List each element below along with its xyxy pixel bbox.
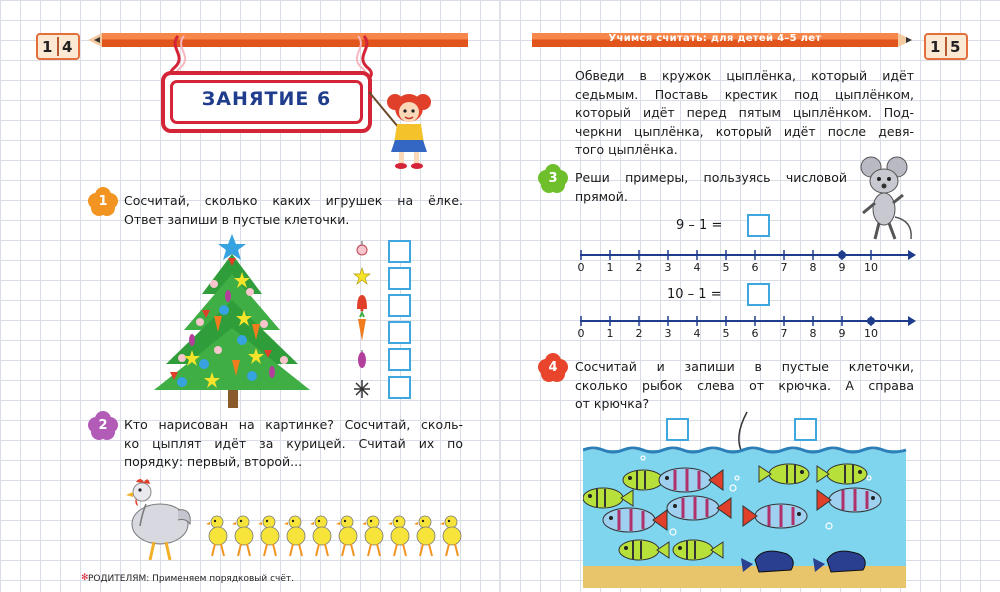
answer-box-stars[interactable] [388,267,411,290]
task-2-cont-line-4: черкни цыплёнка, который идёт после девя- [575,123,914,139]
number-line-start-point [867,317,875,325]
number-line-tick-label: 2 [635,327,643,339]
parents-footnote [81,573,295,584]
task-2-text [124,416,463,472]
ball-icon [357,241,367,255]
snowflake-icon [354,380,370,398]
right-page [500,0,1000,592]
chick-icon [411,512,437,562]
chick-icon [229,512,255,562]
task-4-line-1: Сосчитай и запиши в пустые клеточки, [575,359,914,374]
number-line-tick-label: 0 [577,261,585,273]
footnote-label: РОДИТЕЛЯМ: [88,574,150,584]
number-line-tick-label: 6 [751,261,759,273]
answer-box-carrots[interactable] [388,321,411,344]
number-line-tick-label: 5 [722,261,730,273]
task-4-text [575,358,914,414]
lesson-sign [161,71,372,133]
task-2-continuation-text [575,67,914,160]
left-page-number-digit-1: 1 [42,38,53,56]
chick-icon [281,512,307,562]
task-4-line-3: от крючка? [575,396,650,411]
right-page-number-badge [924,33,968,60]
chick-icon [255,512,281,562]
task-4-line-2: сколько рыбок слева от крючка. А справа [575,377,914,393]
answer-box-snowflakes[interactable] [388,376,411,399]
number-line-tick-label: 1 [606,261,614,273]
task-2-cont-line-5: того цыплёнка. [575,142,678,157]
aquarium-illustration [583,408,908,590]
answer-box-pinecones[interactable] [388,348,411,371]
number-line-tick-label: 10 [864,261,878,273]
answer-box-balls[interactable] [388,240,411,263]
task-4-badge [538,353,568,383]
task-2-line-2: ко цыплят идёт за курицей. Считай их по [124,435,463,451]
task-2-cont-line-3: который идёт перед пятым цыплёнком. Под- [575,105,914,120]
christmas-tree-illustration [152,232,312,410]
right-page-number-digit-2: 5 [950,38,961,56]
chick-icon [307,512,333,562]
number-line-tick-label: 4 [693,261,701,273]
task-2-cont-line-1: Обведи в кружок цыплёнка, который идёт [575,68,914,83]
task-3-line-1: Реши примеры, пользуясь числовой [575,170,847,185]
example-1-answer-box[interactable] [747,214,770,237]
task-1-line-1: Сосчитай, сколько каких игрушек на ёлке. [124,193,463,208]
number-line-tick-label: 2 [635,261,643,273]
number-line-1 [572,245,917,273]
chick-icon [333,512,359,562]
number-line-tick-label: 7 [780,327,788,339]
number-line-tick-label: 7 [780,261,788,273]
number-line-tick-label: 1 [606,327,614,339]
task-4-number: 4 [548,360,558,375]
number-line-tick-label: 0 [577,327,585,339]
task-3-badge [538,164,568,194]
number-line-tick-label: 5 [722,327,730,339]
task-2-line-1: Кто нарисован на картинке? Сосчитай, сколь- [124,417,463,432]
ornament-legend [351,239,373,405]
footnote-asterisk-icon: ✻ [81,573,89,583]
task-1-badge [88,187,118,217]
example-2-answer-box[interactable] [747,283,770,306]
hen-illustration [118,474,194,566]
task-3-text [575,169,847,206]
number-line-2 [572,311,917,339]
task-2-number: 2 [98,418,108,433]
lesson-title: ЗАНЯТИЕ 6 [201,88,332,110]
mouse-illustration [857,155,917,245]
example-2-expression: 10 – 1 = [667,287,722,302]
left-page-number-badge [36,33,80,60]
number-line-tick-label: 9 [838,327,846,339]
task-1-line-2: Ответ запиши в пустые клеточки. [124,211,350,227]
footnote-text: Применяем порядковый счёт. [152,574,295,584]
carrot-icon [358,313,366,341]
left-page-number-digit-2: 4 [62,38,73,56]
task-2-badge [88,411,118,441]
chicks-row [203,512,465,564]
number-line-start-point [838,251,846,259]
number-line-tick-label: 3 [664,261,672,273]
chick-icon [437,512,463,562]
chick-icon [359,512,385,562]
right-page-number-digit-1: 1 [930,38,941,56]
number-line-tick-label: 8 [809,327,817,339]
pinecone-icon [358,350,366,368]
task-1-number: 1 [98,194,108,209]
star-icon [354,268,370,284]
girl-teacher-illustration [365,80,435,172]
task-2-cont-line-2: седьмым. Поставь крестик под цыплёнком, [575,86,914,102]
task-1-text [124,192,463,229]
chick-icon [385,512,411,562]
number-line-tick-label: 4 [693,327,701,339]
task-2-line-3: порядку: первый, второй... [124,454,303,469]
example-1-expression: 9 – 1 = [676,218,723,233]
number-line-tick-label: 3 [664,327,672,339]
number-line-tick-label: 8 [809,261,817,273]
number-line-tick-label: 10 [864,327,878,339]
chick-icon [203,512,229,562]
task-3-number: 3 [548,171,558,186]
bell-icon [357,295,367,312]
book-title: Учимся считать: для детей 4–5 лет [608,33,822,44]
number-line-tick-label: 6 [751,327,759,339]
number-line-tick-label: 9 [838,261,846,273]
right-header-pencil [532,33,912,47]
task-3-line-2: прямой. [575,188,628,204]
answer-box-bells[interactable] [388,294,411,317]
